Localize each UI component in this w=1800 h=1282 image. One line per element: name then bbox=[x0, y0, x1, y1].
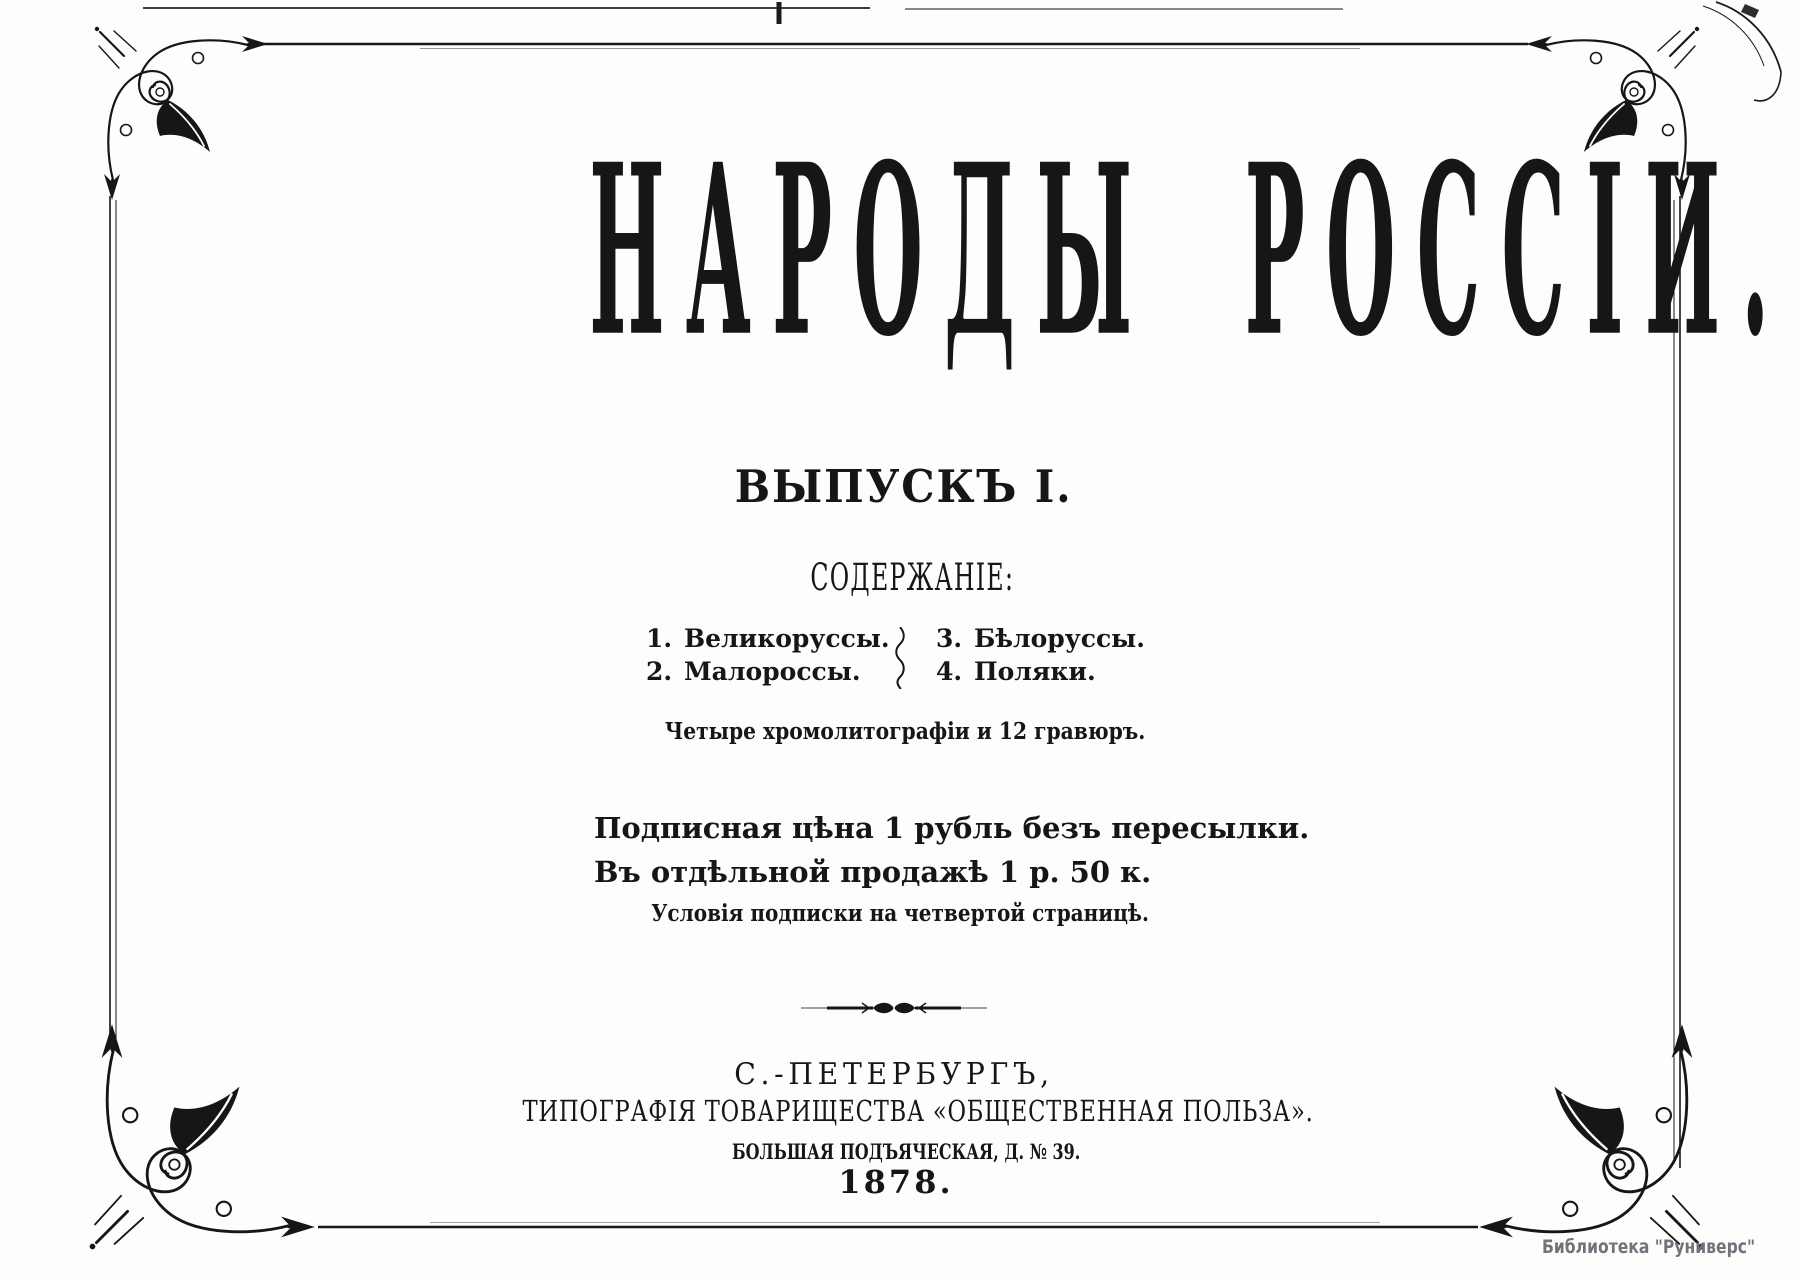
corner-flourish-icon bbox=[90, 1024, 315, 1249]
contents-column-1 bbox=[646, 622, 890, 688]
subscription-price: Подписная цѣна 1 рубль безъ пересылки. bbox=[594, 811, 1310, 845]
contents-item: 4. Поляки. bbox=[936, 657, 1096, 686]
contents-item: 1. Великоруссы. bbox=[646, 624, 890, 653]
issue-heading: ВЫПУСКЪ I. bbox=[735, 460, 1073, 513]
contents-item: 2. Малороссы. bbox=[646, 657, 861, 686]
rule-divider bbox=[0, 999, 1800, 1017]
subscription-conditions: Условія подписки на четвертой страницѣ. bbox=[651, 900, 1149, 927]
corner-flourish-icon bbox=[1479, 1024, 1704, 1249]
plates-note: Четыре хромолитографіи и 12 гравюръ. bbox=[664, 718, 1146, 745]
page-title bbox=[0, 113, 1800, 390]
pricing-block bbox=[594, 806, 1309, 894]
imprint-city: С.-ПЕТЕРБУРГЪ, bbox=[734, 1057, 1054, 1092]
library-watermark: Библиотека "Руниверс" bbox=[1542, 1236, 1756, 1258]
contents-heading: СОДЕРЖАНІЕ: bbox=[810, 556, 1014, 599]
rule-divider-icon bbox=[799, 999, 989, 1017]
contents-column-2 bbox=[936, 622, 1145, 688]
retail-price: Въ отдѣльной продажѣ 1 р. 50 к. bbox=[594, 855, 1152, 889]
scan-edge-artifacts bbox=[143, 2, 1781, 101]
imprint-printer: ТИПОГРАФІЯ ТОВАРИЩЕСТВА «ОБЩЕСТВЕННАЯ ПОЛЬЗА». bbox=[522, 1094, 1314, 1128]
contents-item: 3. Бѣлоруссы. bbox=[936, 624, 1145, 653]
imprint-address: БОЛЬШАЯ ПОДЪЯЧЕСКАЯ, Д. № 39. bbox=[731, 1139, 1081, 1164]
imprint-year: 1878. bbox=[838, 1163, 954, 1201]
page-title-text: НАРОДЫ РОССІИ. bbox=[589, 113, 1791, 390]
column-brace-icon bbox=[893, 627, 907, 689]
